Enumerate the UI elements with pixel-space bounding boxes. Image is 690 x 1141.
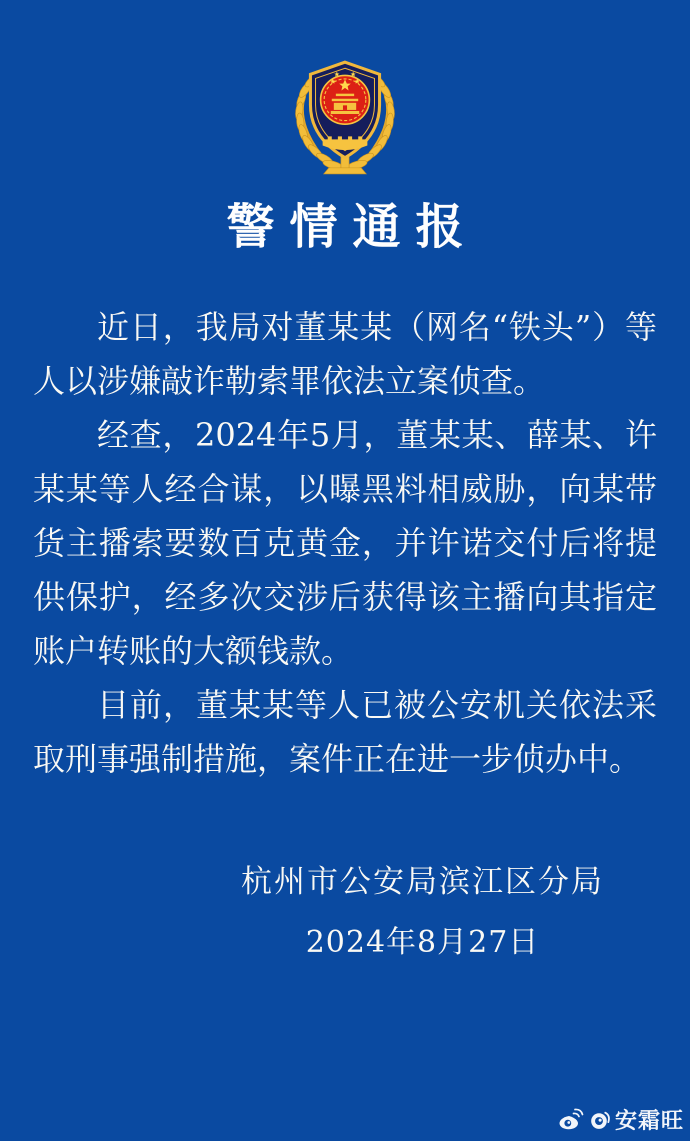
issuer-name: 杭州市公安局滨江区分局: [241, 864, 604, 900]
watermark-handle: 安霜旺: [614, 1109, 684, 1134]
notice-paragraph-1: 近日，我局对董某某（网名“铁头”）等人以涉嫌敲诈勒索罪依法立案侦查。: [33, 308, 657, 400]
notice-paragraph-3: 目前，董某某等人已被公安机关依法采取刑事强制措施，案件正在进一步侦办中。: [33, 686, 657, 778]
notice-body: [33, 300, 657, 786]
issue-date: 2024年8月27日: [305, 925, 540, 960]
police-badge-icon: [287, 52, 403, 176]
police-badge-emblem: [287, 52, 403, 176]
notice-title: 警情通报: [226, 199, 479, 255]
weibo-at-icon: [587, 1107, 612, 1132]
weibo-watermark: [557, 1104, 684, 1135]
weibo-logo-icon: [557, 1107, 584, 1132]
notice-paragraph-2: 经查，2024年5月，董某某、薛某、许某某等人经合谋，以曝黑料相威胁，向某带货主播索要数百克黄金，并许诺交付后将提供保护，经多次交涉后获得该主播向其指定账户转账的大额钱款。: [33, 416, 657, 670]
signature-block: [241, 856, 604, 961]
